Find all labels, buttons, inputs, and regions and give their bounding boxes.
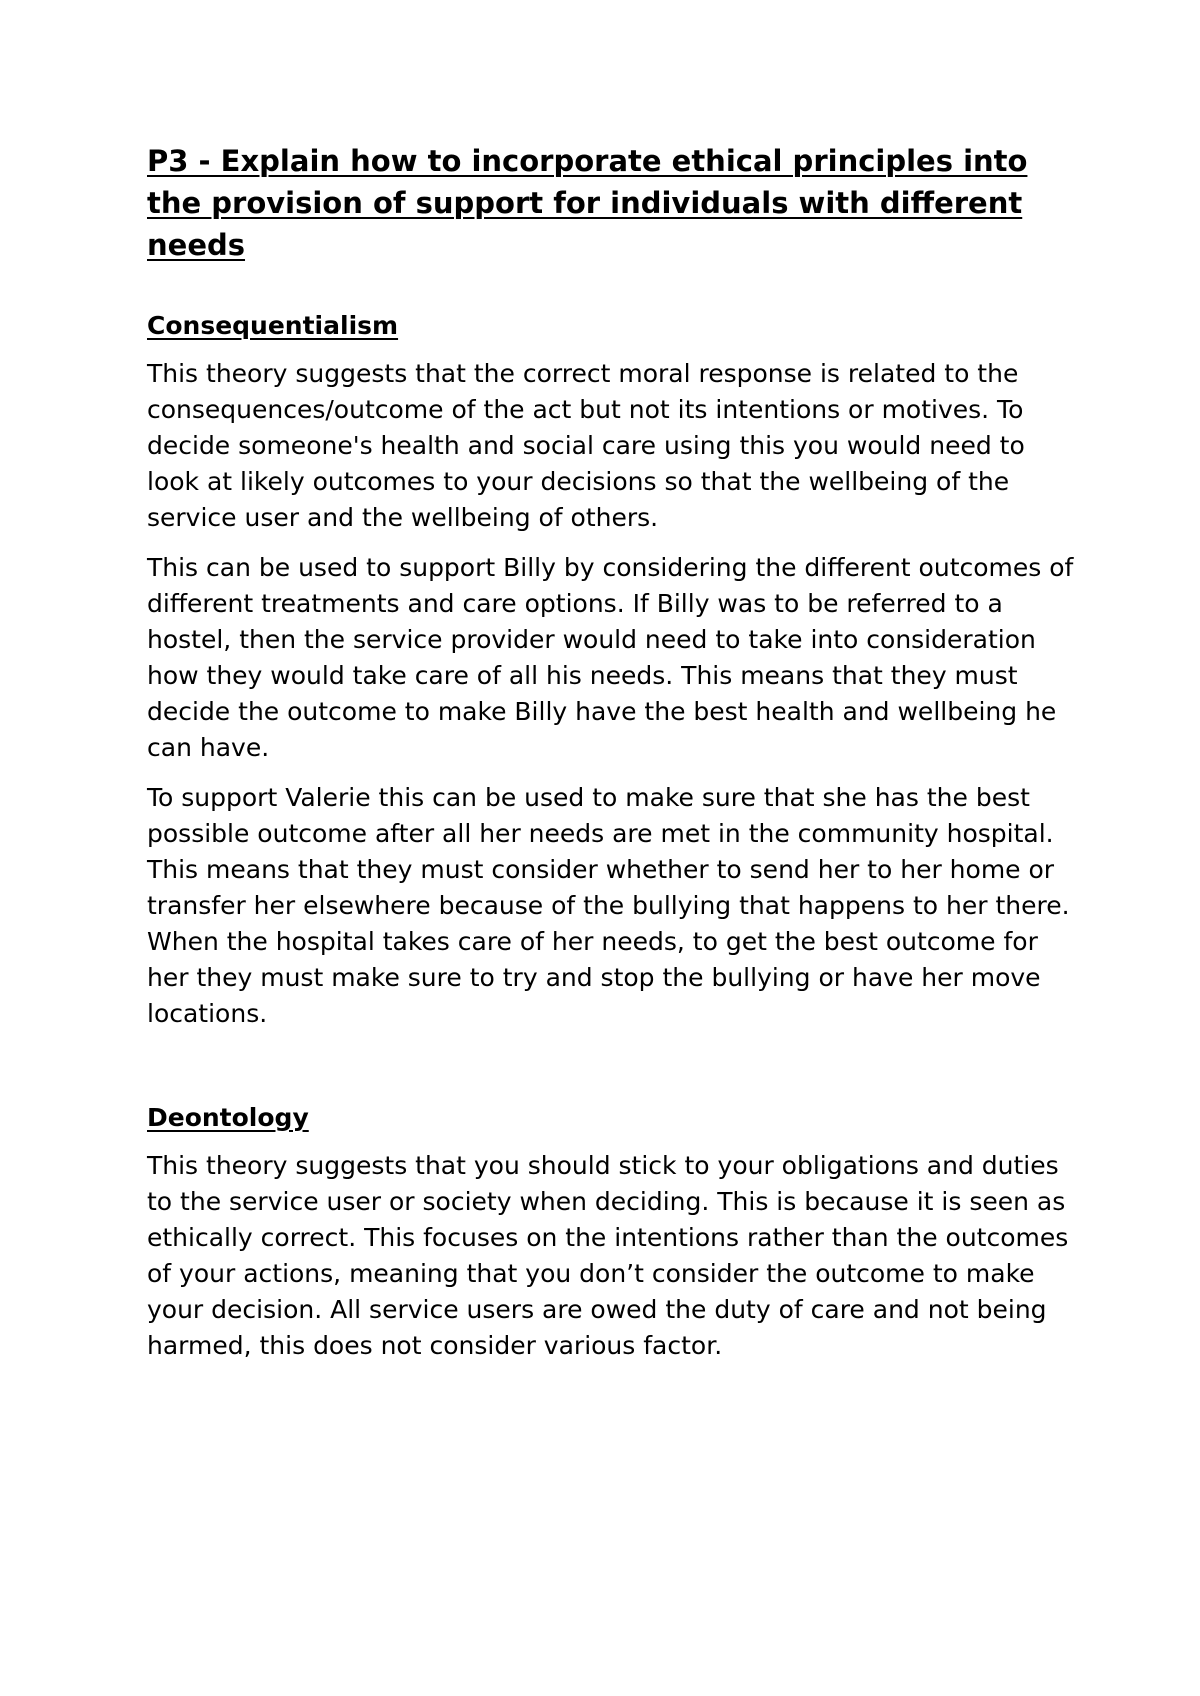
paragraph-deontology-definition: This theory suggests that you should stick to your obligations and duties to the service user or society when deciding. This is because it is seen as ethically correct. This focuses on the intentions rather than the outcomes of your actions, meaning that you don’t consider the outcome to make your decision. All service users are owed the duty of care and not being harmed, this does not consider various factor. <box>147 1151 1069 1360</box>
section-heading-consequentialism: Consequentialism <box>147 311 399 340</box>
paragraph-consequentialism-billy: This can be used to support Billy by considering the different outcomes of different treatments and care options. If Billy was to be referred to a hostel, then the service provider would need to take into consideration how they would take care of all his needs. This means that they must decide the outcome to make Billy have the best health and wellbeing he can have. <box>147 553 1074 762</box>
paragraph-consequentialism-valerie: To support Valerie this can be used to make sure that she has the best possible outcome after all her needs are met in the community hospital. This means that they must consider whether to send her to her home or transfer her elsewhere because of the bullying that happens to her there. When the hospital takes care of her needs, to get the best outcome for her they must make sure to try and stop the bullying or have her move locations. <box>147 783 1070 1028</box>
document-page <box>147 140 1077 1364</box>
section-heading-deontology: Deontology <box>147 1103 309 1132</box>
document-title: P3 - Explain how to incorporate ethical principles into the provision of support for individuals with different needs <box>147 144 1028 262</box>
paragraph-consequentialism-definition: This theory suggests that the correct moral response is related to the consequences/outcome of the act but not its intentions or motives. To decide someone's health and social care using this you would need to look at likely outcomes to your decisions so that the wellbeing of the service user and the wellbeing of others. <box>147 359 1025 532</box>
